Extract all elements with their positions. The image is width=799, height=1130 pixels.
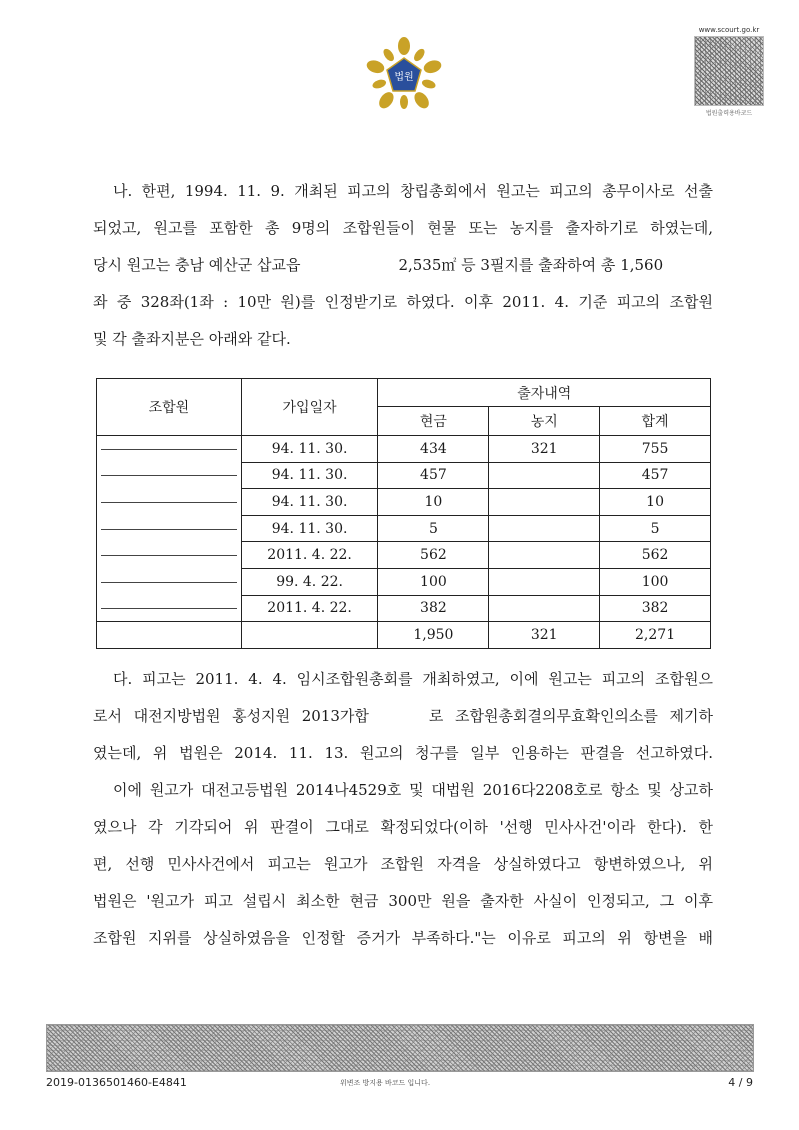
text-line: 나. 한편, 1994. 11. 9. 개최된 피고의 창립총회에서 원고는 피고의 총무이사로 선출 xyxy=(113,182,713,200)
sum-label-empty xyxy=(97,622,242,649)
sum-date-empty xyxy=(241,622,378,649)
qr-caption: 법원출력용바코드 xyxy=(705,110,753,117)
text-line: 편, 선행 민사사건에서 피고는 원고가 조합원 자격을 상실하였다고 항변하였으나, 위 xyxy=(93,855,713,873)
sum-total: 2,271 xyxy=(600,622,711,649)
text-line: 로서 대전지방법원 홍성지원 2013가합 로 조합원총회결의무효확인의소를 제기하 xyxy=(93,707,713,725)
sum-cash: 1,950 xyxy=(378,622,489,649)
emblem-label: 법원 xyxy=(394,72,414,83)
document-id: 2019-0136501460-E4841 xyxy=(46,1076,187,1089)
investment-table xyxy=(96,378,711,649)
text-line: 되었고, 원고를 포함한 총 9명의 조합원들이 현물 또는 농지를 출자하기로 하였는데, xyxy=(93,219,713,237)
paragraph-na xyxy=(93,173,713,358)
table-row: 94. 11. 30. 5 5 xyxy=(97,515,711,542)
text-line: 이에 원고가 대전고등법원 2014나4529호 및 대법원 2016다2208호로 항소 및 상고하 xyxy=(113,781,713,799)
header-cash: 현금 xyxy=(378,407,489,436)
member-redacted xyxy=(97,436,242,463)
paragraph-da xyxy=(93,661,713,957)
header-total: 합계 xyxy=(600,407,711,436)
text-line: 좌 중 328좌(1좌 : 10만 원)를 인정받기로 하였다. 이후 2011. 4. 기준 피고의 조합원 xyxy=(93,293,713,311)
table-row: 99. 4. 22. 100 100 xyxy=(97,568,711,595)
text-line: 및 각 출좌지분은 아래와 같다. xyxy=(93,330,291,348)
qr-code-icon xyxy=(694,36,764,106)
member-redacted xyxy=(97,542,242,569)
member-redacted xyxy=(97,489,242,516)
anti-forgery-barcode-icon xyxy=(46,1024,754,1072)
header-member: 조합원 xyxy=(97,379,242,436)
court-url: www.scourt.go.kr xyxy=(698,26,760,34)
header-join-date: 가입일자 xyxy=(241,379,378,436)
text-line: 조합원 지위를 상실하였음을 인정할 증거가 부족하다."는 이유로 피고의 위 항변을 배 xyxy=(93,929,713,947)
text-line: 당시 원고는 충남 예산군 삽교읍 2,535㎡ 등 3필지를 출좌하여 총 1,560 xyxy=(93,256,664,274)
text-line: 였으나 각 기각되어 위 판결이 그대로 확정되었다(이하 '선행 민사사건'이라 한다). 한 xyxy=(93,818,713,836)
text-line: 였는데, 위 법원은 2014. 11. 13. 원고의 청구를 일부 인용하는 판결을 선고하였다. xyxy=(93,744,713,762)
court-emblem xyxy=(364,36,444,116)
table-row: 94. 11. 30. 457 457 xyxy=(97,462,711,489)
member-redacted xyxy=(97,595,242,622)
table-row: 2011. 4. 22. 562 562 xyxy=(97,542,711,569)
page-number: 4 / 9 xyxy=(728,1076,753,1089)
header-investment: 출자내역 xyxy=(378,379,711,407)
table-row: 94. 11. 30. 434 321 755 xyxy=(97,436,711,463)
qr-block xyxy=(694,26,764,117)
member-redacted xyxy=(97,462,242,489)
member-redacted xyxy=(97,515,242,542)
court-emblem-icon xyxy=(364,36,444,116)
barcode-note: 위변조 방지용 바코드 입니다. xyxy=(340,1079,431,1087)
table-sum-row xyxy=(97,622,711,649)
table-row: 2011. 4. 22. 382 382 xyxy=(97,595,711,622)
sum-farmland: 321 xyxy=(489,622,600,649)
text-line: 다. 피고는 2011. 4. 4. 임시조합원총회를 개최하였고, 이에 원고는 피고의 조합원으 xyxy=(113,670,713,688)
text-line: 법원은 '원고가 피고 설립시 최소한 현금 300만 원을 출자한 사실이 인정되고, 그 이후 xyxy=(93,892,713,910)
member-redacted xyxy=(97,568,242,595)
header-farmland: 농지 xyxy=(489,407,600,436)
table-row: 94. 11. 30. 10 10 xyxy=(97,489,711,516)
